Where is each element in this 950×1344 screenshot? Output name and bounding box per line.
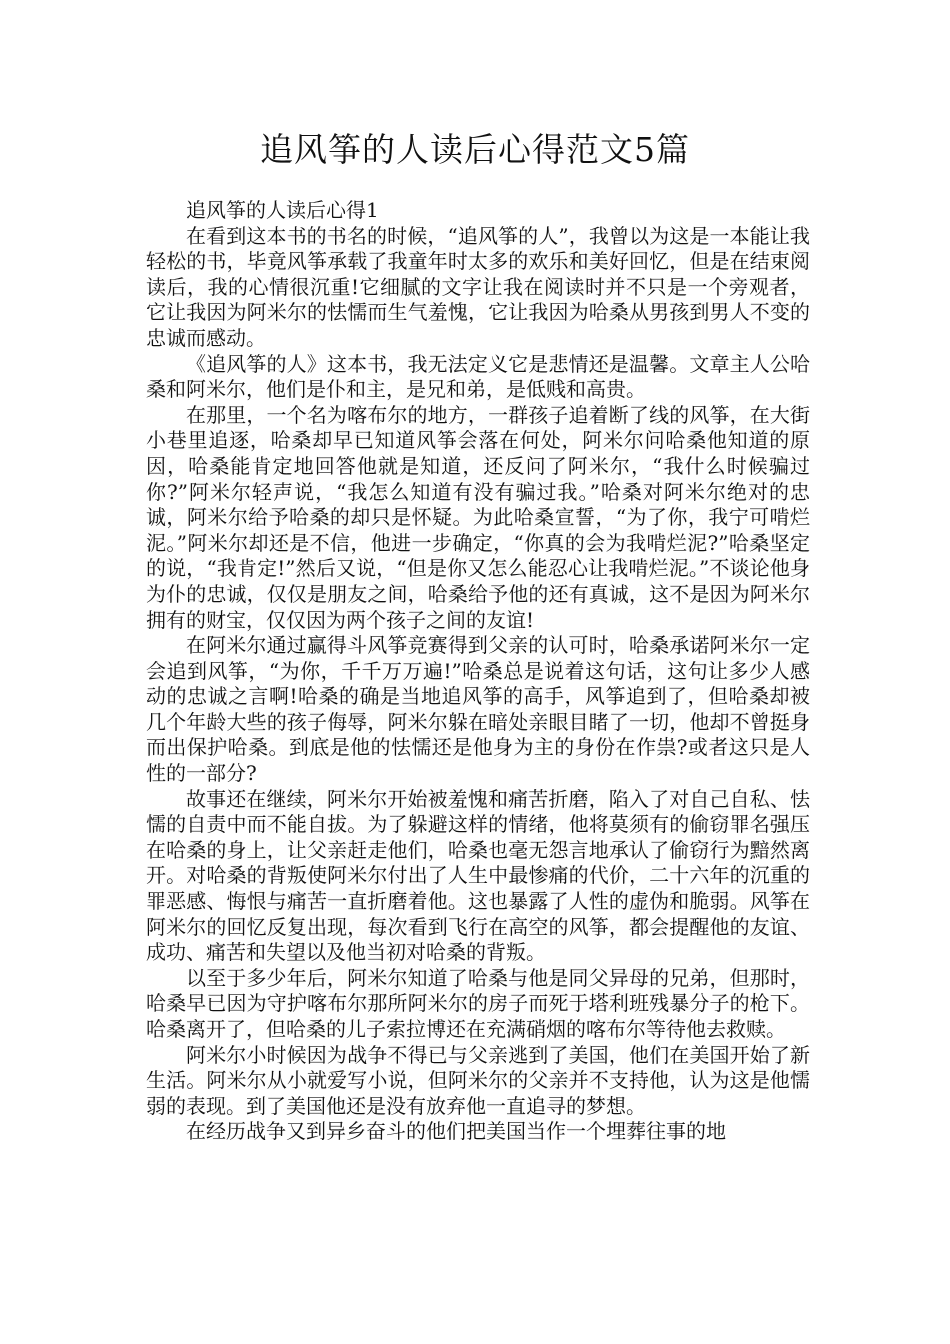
paragraph: 在那里，一个名为喀布尔的地方，一群孩子追着断了线的风筝，在大街小巷里追逐，哈桑却早已知道风筝会落在何处，阿米尔问哈桑他知道的原因，哈桑能肯定地回答他就是知道，还反问了阿米尔，“我什么时候骗过你?”阿米尔轻声说，“我怎么知道有没有骗过我。”哈桑对阿米尔绝对的忠诚，阿米尔给予哈桑的却只是怀疑。为此哈桑宣誓，“为了你，我宁可啃烂泥。”阿米尔却还是不信，他进一步确定，“你真的会为我啃烂泥?”哈桑坚定的说，“我肯定!”然后又说，“但是你又怎么能忍心让我啃烂泥。”不谈论他身为仆的忠诚，仅仅是朋友之间，哈桑给予他的还有真诚，这不是因为阿米尔拥有的财宝，仅仅因为两个孩子之间的友谊! (146, 402, 810, 632)
paragraph: 《追风筝的人》这本书，我无法定义它是悲情还是温馨。文章主人公哈桑和阿米尔，他们是仆和主，是兄和弟，是低贱和高贵。 (146, 351, 810, 402)
paragraph: 在看到这本书的书名的时候，“追风筝的人”，我曾以为这是一本能让我轻松的书，毕竟风筝承载了我童年时太多的欢乐和美好回忆，但是在结束阅读后，我的心情很沉重!它细腻的文字让我在阅读时并不只是一个旁观者，它让我因为阿米尔的怯懦而生气羞愧，它让我因为哈桑从男孩到男人不变的忠诚而感动。 (146, 223, 810, 350)
document-body (146, 198, 810, 1145)
paragraph: 在经历战争又到异乡奋斗的他们把美国当作一个埋葬往事的地 (186, 1119, 726, 1144)
paragraph: 在阿米尔通过赢得斗风筝竞赛得到父亲的认可时，哈桑承诺阿米尔一定会追到风筝，“为你，千千万万遍!”哈桑总是说着这句话，这句让多少人感动的忠诚之言啊!哈桑的确是当地追风筝的高手，风筝追到了，但哈桑却被几个年龄大些的孩子侮辱，阿米尔躲在暗处亲眼目睹了一切，他却不曾挺身而出保护哈桑。到底是他的怯懦还是他身为主的身份在作祟?或者这只是人性的一部分? (146, 633, 810, 786)
paragraph: 故事还在继续，阿米尔开始被羞愧和痛苦折磨，陷入了对自己自私、怯懦的自责中而不能自拔。为了躲避这样的情绪，他将莫须有的偷窃罪名强压在哈桑的身上，让父亲赶走他们，哈桑也毫无怨言地承认了偷窃行为黯然离开。对哈桑的背叛使阿米尔付出了人生中最惨痛的代价，二十六年的沉重的罪恶感、悔恨与痛苦一直折磨着他。这也暴露了人性的虚伪和脆弱。风筝在阿米尔的回忆反复出现，每次看到飞行在高空的风筝，都会提醒他的友谊、成功、痛苦和失望以及他当初对哈桑的背叛。 (146, 786, 810, 965)
section-heading: 追风筝的人读后心得1 (186, 198, 379, 222)
paragraph: 以至于多少年后，阿米尔知道了哈桑与他是同父异母的兄弟，但那时，哈桑早已因为守护喀布尔那所阿米尔的房子而死于塔利班残暴分子的枪下。哈桑离开了，但哈桑的儿子索拉博还在充满硝烟的喀布尔等待他去救赎。 (146, 965, 810, 1041)
paragraph: 阿米尔小时候因为战争不得已与父亲逃到了美国，他们在美国开始了新生活。阿米尔从小就爱写小说，但阿米尔的父亲并不支持他，认为这是他懦弱的表现。到了美国他还是没有放弃他一直追寻的梦想。 (146, 1042, 810, 1118)
document-title: 追风筝的人读后心得范文5篇 (260, 130, 690, 169)
